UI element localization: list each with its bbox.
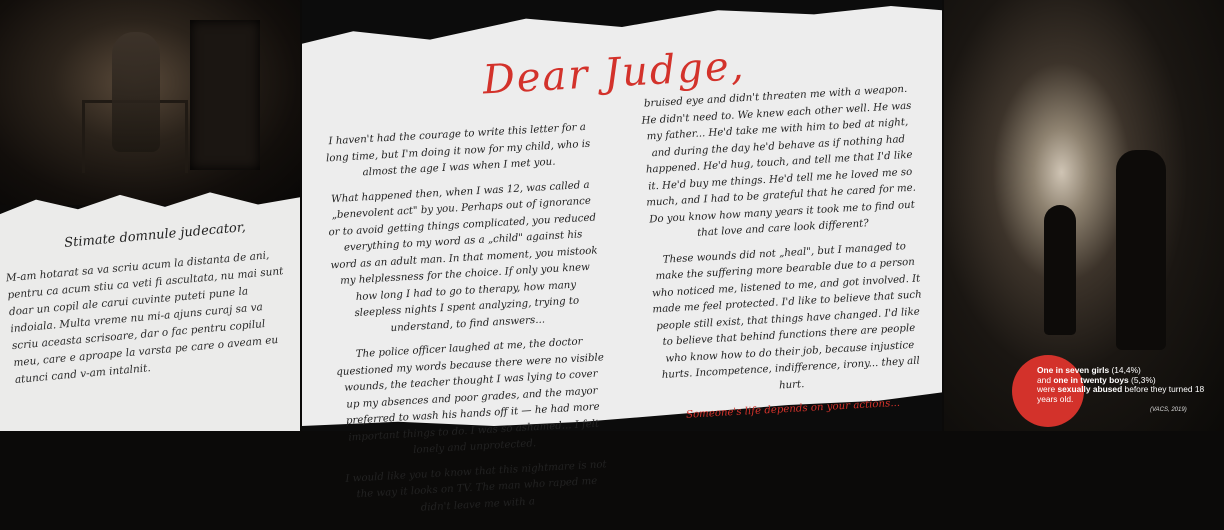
letter-paragraph: I would like you to know that this nightmare is not the way it looks on TV. The man who raped me didn't leave me with a	[345, 458, 607, 514]
handwritten-note-body: M-am hotarat sa va scriu acum la distanta de ani, pentru ca acum stiu ca veti fi ascultata, nu mai sunt doar un copil ale carui cuvinte puteti pune la indoiala. Multa vreme nu mi-a ajuns curaj sa va scriu aceasta scrisoare, dar o fac pentru copilul meu, care e aproape la varsta pe care o aveam eu atunci cand v-am intalnit.	[5, 249, 284, 386]
letter-paragraph: What happened then, when I was 12, was called a „benevolent act" by you. Perhaps out of ignorance or to avoid getting things complicated, you reduced everything to my word as a „child" against his word as an adult man. In that moment, you mistook my helplessness for the choice. If only you knew how long I had to go to therapy, how many sleepless nights I spent analyzing, trying to understand, to find answers...	[328, 179, 598, 334]
letter-column-left	[323, 120, 613, 529]
silhouette-adult	[1116, 150, 1166, 350]
stat-girls-percent: (14,4%)	[1109, 365, 1141, 375]
letter-column-right	[639, 82, 929, 434]
stat-before-18: before they turned 18 years old.	[1037, 384, 1205, 404]
stat-sexually-abused: sexually abused	[1057, 384, 1123, 395]
stat-boys-percent: (5,3%)	[1128, 374, 1156, 385]
letter-heading: Dear Judge,	[481, 42, 747, 104]
photo-child-sitting	[0, 0, 300, 205]
handwritten-note-title: Stimate domnule judecator,	[63, 220, 247, 251]
letter-paragraph: I haven't had the courage to write this letter for a long time, but I'm doing it now for my child, who is almost the age I was when I met you.	[325, 121, 591, 179]
child-figure	[112, 32, 160, 152]
stat-boys: one in twenty boys	[1053, 374, 1129, 385]
stat-were: were	[1037, 384, 1058, 395]
statistic-text	[1037, 366, 1222, 404]
letter-content	[291, 0, 953, 514]
letter-paragraph: The police officer laughed at me, the doctor questioned my words because there were no visible wounds, the teacher thought I was lying to cover up my absences and poor grades, and the mayor preferred to wash his hands off it — he had more important things to do. I was so ashamed... I felt lonely and unprotected.	[336, 336, 605, 457]
letter-closing: Someone's life depends on your actions...	[685, 397, 901, 421]
stat-source: (VACS, 2019)	[1150, 407, 1187, 413]
doorframe	[190, 20, 260, 170]
letter-paragraph: These wounds did not „heal", but I managed to make the suffering more bearable due to a person who noticed me, listened to me, and got involved. It made me feel protected. I'd like to believe that such people still exist, that things have changed. I'd like to believe that behind functions there are people who know how to do their job, because injustice hurts. Incompetence, indifference, irony... they all hurt.	[651, 240, 922, 391]
stat-and: and	[1037, 374, 1054, 385]
stat-girls: One in seven girls	[1037, 365, 1110, 375]
silhouette-child	[1044, 205, 1076, 335]
letter-paragraph: bruised eye and didn't threaten me with a weapon. He didn't need to. We knew each other well. He was my father... He'd take me with him to bed at night, and during the day he'd behave as if nothing had happened. He'd hug, touch, and tell me that I'd like it. He'd buy me things. He'd tell me he loved me so much, and I had to be grateful that he cared for me. Do you know how many years it took me to find out that love and care look different?	[641, 83, 917, 239]
